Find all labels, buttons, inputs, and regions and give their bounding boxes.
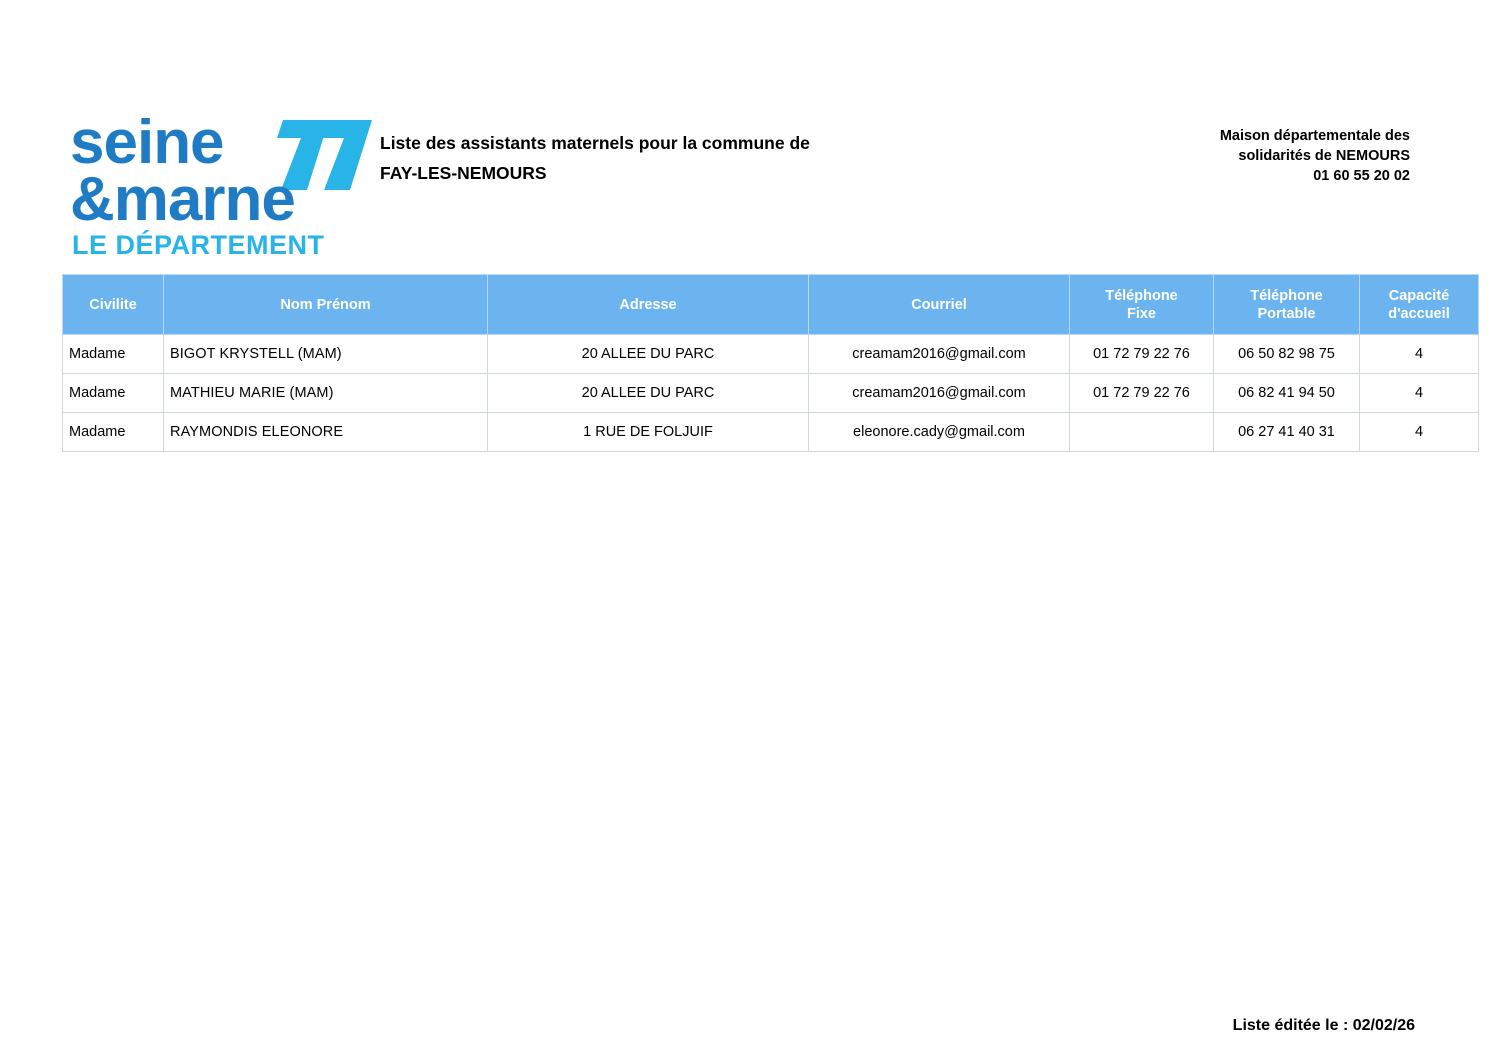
column-header-capacite-line2: d'accueil	[1388, 305, 1450, 322]
cell-civilite: Madame	[63, 335, 164, 374]
cell-nom-prenom: MATHIEU MARIE (MAM)	[164, 374, 488, 413]
column-header-capacite	[1360, 275, 1479, 335]
document-header	[0, 0, 1495, 260]
column-header-telephone-portable	[1214, 275, 1360, 335]
table-row	[63, 413, 1479, 452]
column-header-telephone-fixe-line1: Téléphone	[1105, 287, 1178, 304]
svg-text:LE DÉPARTEMENT: LE DÉPARTEMENT	[72, 230, 325, 260]
page-title-line1: Liste des assistants maternels pour la commune de	[380, 133, 810, 153]
assistants-table-wrapper	[62, 274, 1450, 452]
cell-telephone-fixe	[1070, 413, 1214, 452]
cell-courriel: eleonore.cady@gmail.com	[809, 413, 1070, 452]
cell-telephone-fixe: 01 72 79 22 76	[1070, 374, 1214, 413]
column-header-courriel	[809, 275, 1070, 335]
column-header-capacite-line1: Capacité	[1388, 287, 1450, 304]
cell-telephone-portable: 06 27 41 40 31	[1214, 413, 1360, 452]
column-header-civilite-line1: Civilite	[89, 296, 137, 313]
table-head	[63, 275, 1479, 335]
edition-date: Liste éditée le : 02/02/26	[1232, 1017, 1415, 1034]
page-title-line2: FAY-LES-NEMOURS	[380, 163, 547, 183]
cell-adresse: 20 ALLEE DU PARC	[488, 335, 809, 374]
column-header-nom-prenom-line1: Nom Prénom	[280, 296, 371, 313]
cell-courriel: creamam2016@gmail.com	[809, 374, 1070, 413]
column-header-civilite	[63, 275, 164, 335]
seine-et-marne-logo	[70, 58, 370, 260]
cell-adresse: 1 RUE DE FOLJUIF	[488, 413, 809, 452]
table-body	[63, 335, 1479, 452]
table-header-row	[63, 275, 1479, 335]
svg-text:seine: seine	[70, 108, 224, 177]
column-header-telephone-portable-line1: Téléphone	[1250, 287, 1323, 304]
cell-capacite: 4	[1360, 335, 1479, 374]
cell-civilite: Madame	[63, 374, 164, 413]
cell-nom-prenom: BIGOT KRYSTELL (MAM)	[164, 335, 488, 374]
column-header-telephone-fixe	[1070, 275, 1214, 335]
svg-text:&marne: &marne	[70, 165, 295, 234]
contact-block	[1220, 126, 1410, 186]
column-header-telephone-fixe-line2: Fixe	[1126, 305, 1156, 322]
contact-line-2: solidarités de NEMOURS	[1238, 148, 1410, 164]
page-title	[380, 128, 1020, 188]
column-header-courriel-line1: Courriel	[911, 296, 967, 313]
cell-civilite: Madame	[63, 413, 164, 452]
column-header-adresse	[488, 275, 809, 335]
cell-telephone-portable: 06 82 41 94 50	[1214, 374, 1360, 413]
column-header-telephone-portable-line2: Portable	[1257, 305, 1316, 322]
cell-adresse: 20 ALLEE DU PARC	[488, 374, 809, 413]
cell-capacite: 4	[1360, 374, 1479, 413]
table-row	[63, 374, 1479, 413]
table-row	[63, 335, 1479, 374]
column-header-nom-prenom	[164, 275, 488, 335]
cell-nom-prenom: RAYMONDIS ELEONORE	[164, 413, 488, 452]
column-header-adresse-line1: Adresse	[619, 296, 677, 313]
cell-telephone-fixe: 01 72 79 22 76	[1070, 335, 1214, 374]
contact-phone: 01 60 55 20 02	[1313, 168, 1410, 184]
cell-telephone-portable: 06 50 82 98 75	[1214, 335, 1360, 374]
cell-courriel: creamam2016@gmail.com	[809, 335, 1070, 374]
assistants-table	[62, 274, 1479, 452]
contact-line-1: Maison départementale des	[1219, 128, 1410, 144]
cell-capacite: 4	[1360, 413, 1479, 452]
